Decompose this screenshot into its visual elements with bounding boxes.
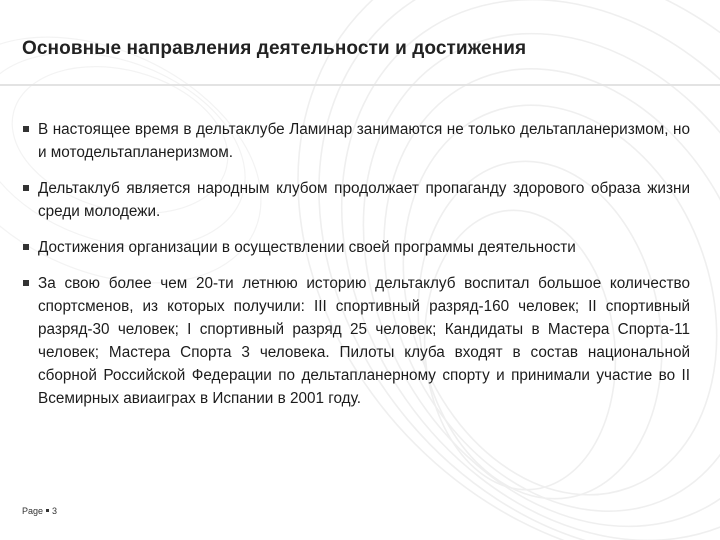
page-footer [22,506,57,516]
page-label: Page [22,506,44,516]
square-bullet-icon [23,126,29,132]
separator-dot-icon [46,509,49,512]
bullet-item-history [22,272,690,410]
bullet-text: Достижения организации в осуществлении своей программы деятельности [38,239,576,256]
bullet-text: Дельтаклуб является народным клубом продолжает пропаганду здорового образа жизни среди молодежи. [38,180,690,220]
square-bullet-icon [23,244,29,250]
square-bullet-icon [23,185,29,191]
bullet-text: В настоящее время в дельтаклубе Ламинар занимаются не только дельтапланеризмом, но и мотодельтапланеризмом. [38,121,690,161]
title-divider [0,84,720,86]
bullet-text: За свою более чем 20-ти летнюю историю дельтаклуб воспитал большое количество спортсменов, из которых получили: III спортивный разряд-160 человек; II спортивный разряд-30 человек; I спортивный разряд 25 человек; Кандидаты в Мастера Спорта-11 человек; Мастера Спорта 3 человека. Пилоты клуба входят в состав национальной сборной Российской Федерации по дельтапланерному спорту и принимали участие во II Всемирных авиаиграх в Испании в 2001 году. [38,275,690,407]
bullet-item-current-activities [22,118,690,164]
bullet-item-people-club [22,177,690,223]
bullet-list [22,118,690,423]
page-number: 3 [52,506,58,516]
slide-title: Основные направления деятельности и достижения [22,38,527,59]
square-bullet-icon [23,280,29,286]
bullet-item-achievements [22,236,690,259]
